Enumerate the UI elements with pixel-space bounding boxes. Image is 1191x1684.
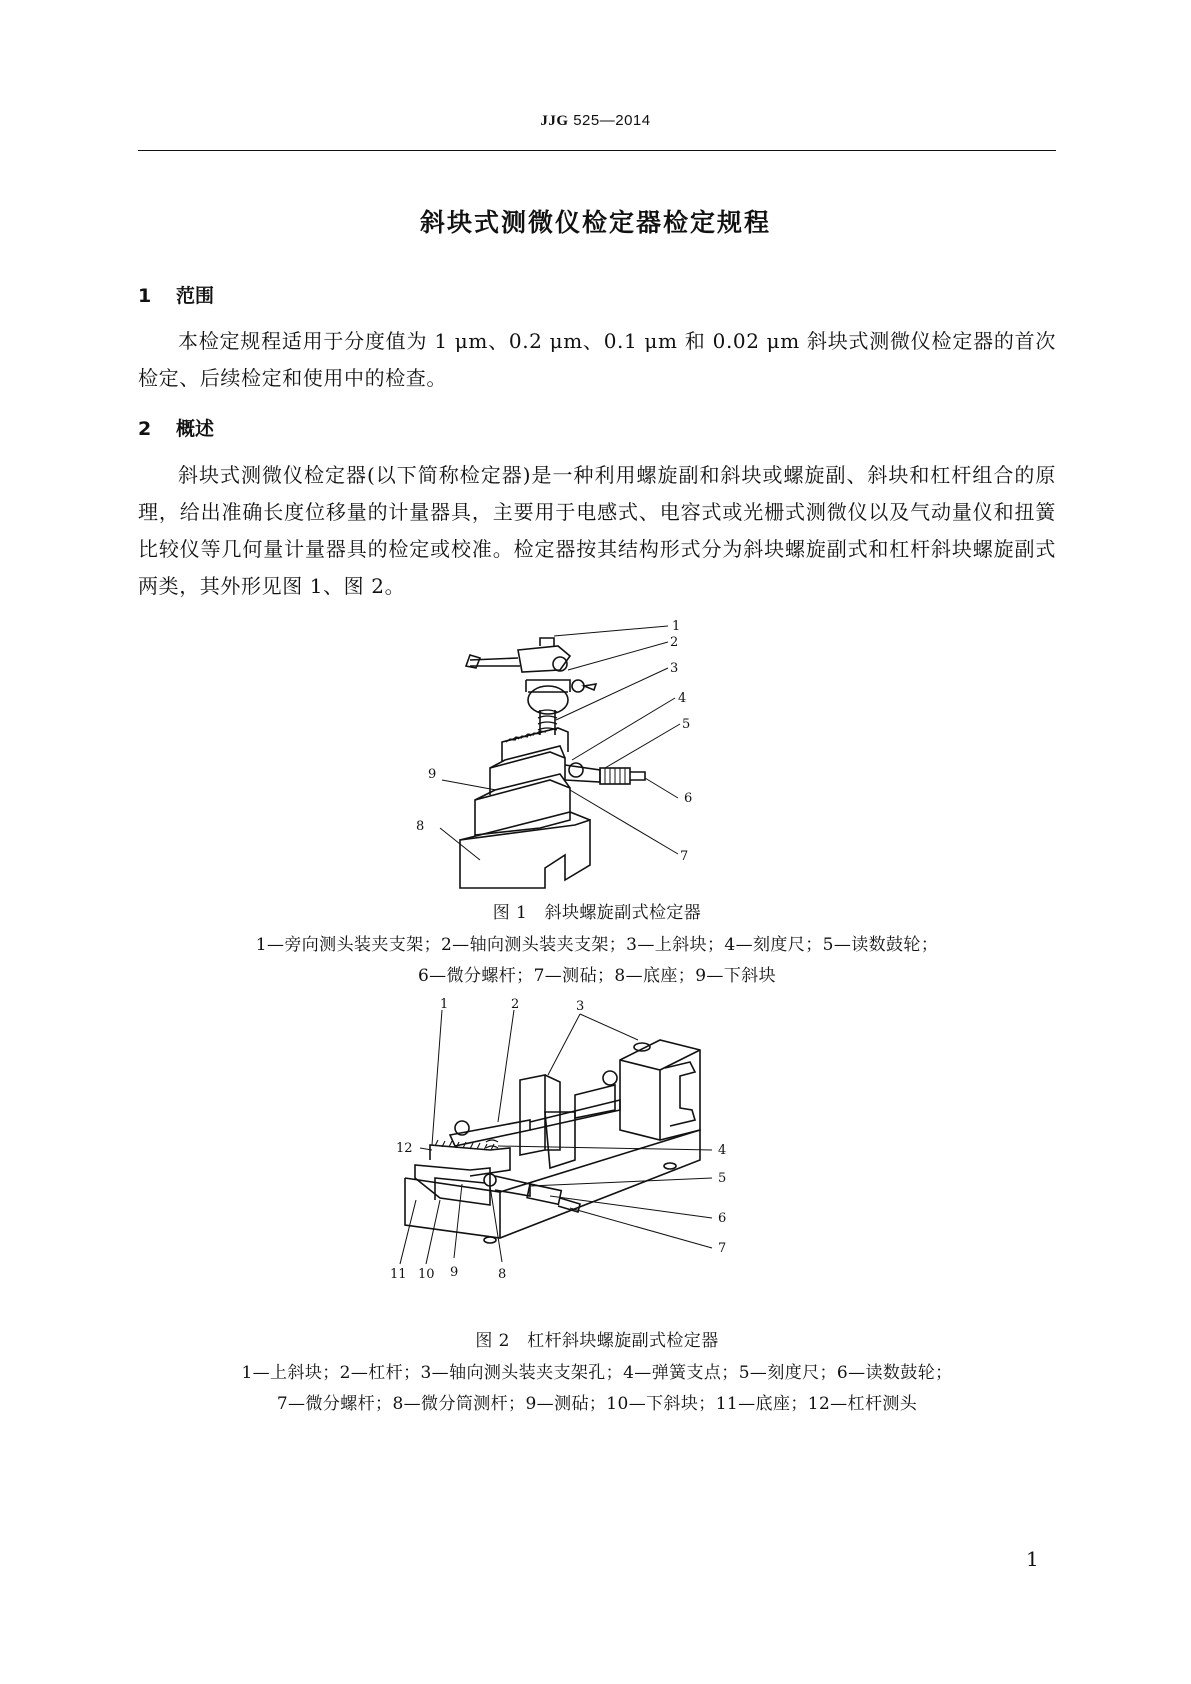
fig2-callout-9: 9 <box>450 1265 459 1280</box>
section-1-title: 范围 <box>176 285 215 307</box>
fig1-callout-8: 8 <box>416 819 425 834</box>
fig1-callout-2: 2 <box>670 635 679 650</box>
fig2-callout-2: 2 <box>511 997 520 1012</box>
figure-2-legend-line-2: 7—微分螺杆；8—微分筒测杆；9—测砧；10—下斜块；11—底座；12—杠杆测头 <box>276 1394 918 1414</box>
figure-1-caption: 图 1 斜块螺旋副式检定器 <box>492 903 702 923</box>
fig2-callout-8: 8 <box>498 1267 507 1282</box>
figure-2-caption: 图 2 杠杆斜块螺旋副式检定器 <box>475 1331 719 1351</box>
section-2-number: 2 <box>138 418 152 440</box>
header-rule <box>138 150 1056 151</box>
fig2-callout-6: 6 <box>718 1211 727 1226</box>
fig2-callout-7: 7 <box>718 1241 727 1256</box>
section-1-paragraph: 本检定规程适用于分度值为 1 μm、0.2 μm、0.1 μm 和 0.02 μm 斜块式测微仪检定器的首次检定、后续检定和使用中的检查。 <box>138 329 1056 390</box>
header-number: 525—2014 <box>573 112 651 129</box>
fig2-callout-12: 12 <box>396 1141 413 1156</box>
page-title: 斜块式测微仪检定器检定规程 <box>419 208 771 237</box>
fig2-callout-10: 10 <box>418 1267 435 1282</box>
figure-1-legend-line-2: 6—微分螺杆；7—测砧；8—底座；9—下斜块 <box>417 966 777 986</box>
section-1-heading <box>138 281 214 308</box>
section-2-heading <box>138 414 214 441</box>
fig2-callout-1: 1 <box>440 997 449 1012</box>
fig2-callout-3: 3 <box>576 999 585 1014</box>
header-code: JJG <box>540 113 569 129</box>
section-1-number: 1 <box>138 285 152 307</box>
figure-2-legend-line-1: 1—上斜块；2—杠杆；3—轴向测头装夹支架孔；4—弹簧支点；5—刻度尺；6—读数鼓轮； <box>241 1363 953 1383</box>
section-2-paragraph: 斜块式测微仪检定器(以下简称检定器)是一种利用螺旋副和斜块或螺旋副、斜块和杠杆组合的原理，给出准确长度位移量的计量器具，主要用于电感式、电容式或光栅式测微仪以及气动量仪和扭簧比较仪等几何量计量器具的检定或校准。检定器按其结构形式分为斜块螺旋副式和杠杆斜块螺旋副式两类，其外形见图 1、图 2。 <box>138 463 1056 598</box>
fig1-callout-5: 5 <box>682 717 691 732</box>
figure-1-legend-line-1: 1—旁向测头装夹支架；2—轴向测头装夹支架；3—上斜块；4—刻度尺；5—读数鼓轮； <box>255 935 939 955</box>
document-header <box>0 112 1191 130</box>
page-number: 1 <box>1026 1547 1039 1571</box>
fig2-callout-4: 4 <box>718 1143 727 1158</box>
fig1-callout-7: 7 <box>680 849 689 864</box>
figure-1-drawing <box>416 619 760 900</box>
fig1-callout-9: 9 <box>428 767 437 782</box>
fig1-callout-1: 1 <box>672 619 681 634</box>
fig1-callout-6: 6 <box>684 791 693 806</box>
fig1-callout-3: 3 <box>670 661 679 676</box>
fig2-callout-5: 5 <box>718 1171 727 1186</box>
fig2-callout-11: 11 <box>390 1267 407 1282</box>
figure-2-drawing <box>380 997 800 1290</box>
fig1-callout-4: 4 <box>678 691 687 706</box>
section-2-title: 概述 <box>176 418 215 440</box>
